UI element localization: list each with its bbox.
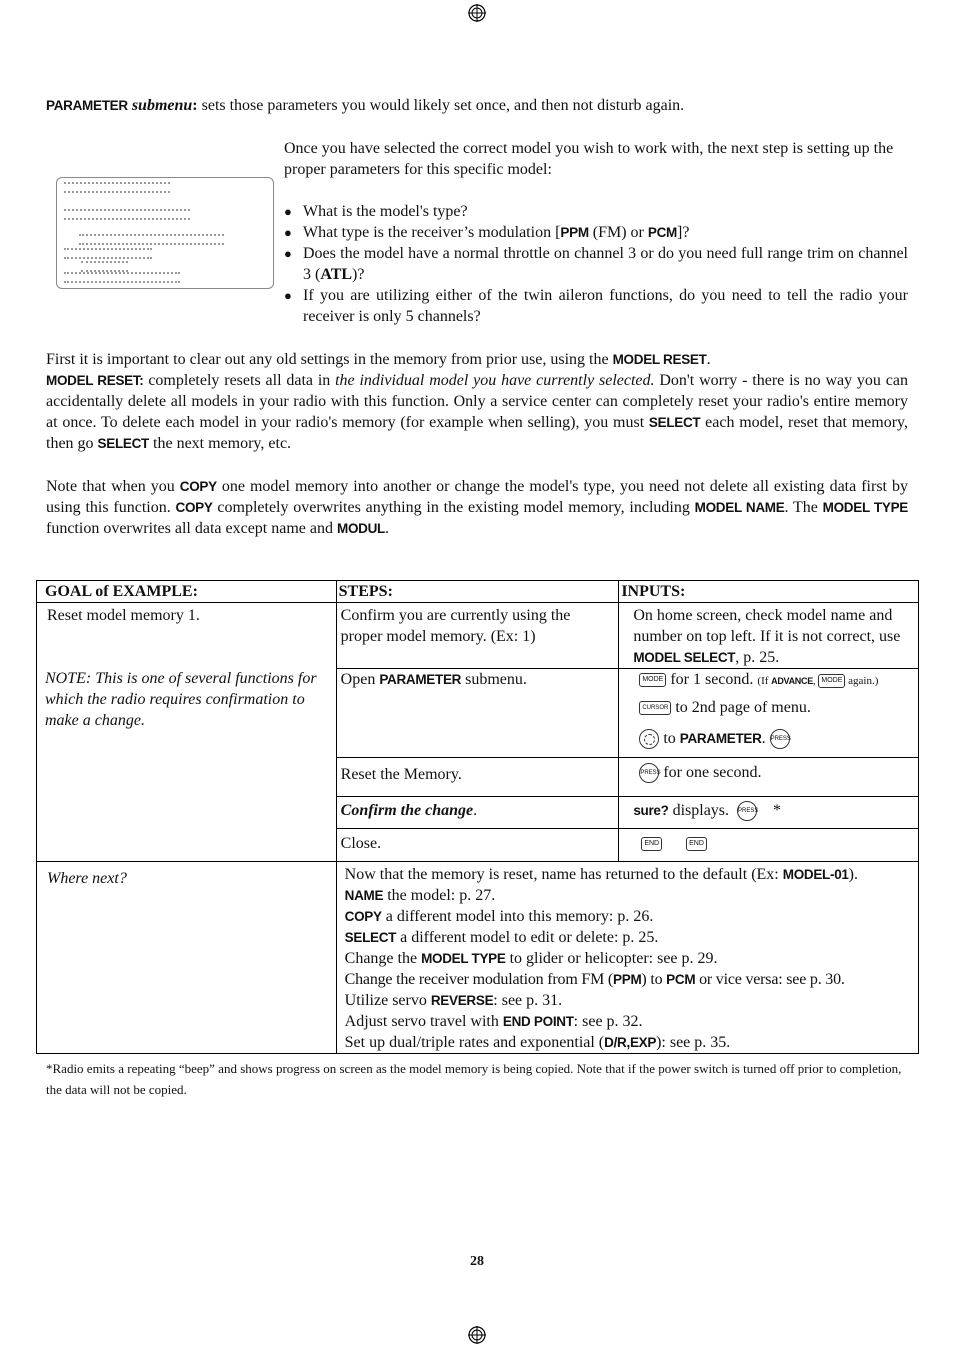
input-close: [619, 829, 919, 862]
scroll-dial-icon: [639, 729, 659, 749]
copy-note-paragraph: Note that when you COPY one model memory into another or change the model's type, you need not delete all existing data first by using this function. COPY completely overwrites anything in the existing model memory, including MODEL NAME. The MODEL TYPE function overwrites all data except name and MODUL.: [46, 478, 909, 537]
model-reset-intro: First it is important to clear out any old settings in the memory from prior use, using the MODEL RESET.: [46, 351, 711, 368]
end-button-icon: END: [686, 837, 707, 851]
mode-button-icon: MODE: [639, 673, 666, 687]
goal-note: NOTE: This is one of several functions for which the radio requires confirmation to make a change.: [45, 670, 317, 729]
table-row: [37, 603, 919, 669]
where-next-list: [336, 862, 918, 1054]
intro-colon: :: [192, 97, 198, 114]
lcd-screen-illustration: [56, 177, 274, 289]
next-item: Change the receiver modulation from FM (PPM) to PCM or vice versa: see p. 30.: [344, 971, 845, 988]
next-item: Change the MODEL TYPE to glider or helicopter: see p. 29.: [344, 950, 718, 967]
header-inputs: INPUTS:: [619, 581, 919, 603]
submenu-keyword: submenu: [131, 97, 193, 114]
step-confirm-memory: Confirm you are currently using the proper model memory. (Ex: 1): [336, 603, 619, 669]
input-check-model: On home screen, check model name and number on top left. If it is not correct, use MODEL SELECT, p. 25.: [619, 603, 919, 669]
step-open-parameter: Open PARAMETER submenu.: [336, 669, 619, 758]
question-item-4: ● If you are utilizing either of the twin aileron functions, do you need to tell the radio your receiver is only 5 channels?: [284, 285, 908, 327]
input-open-parameter: MODE for 1 second. (If ADVANCE, MODE again.) CURSOR to 2nd page of menu. to PARAMETER. PRESS: [619, 669, 919, 758]
table-header-row: [37, 581, 919, 603]
goal-cell: [37, 603, 337, 862]
next-item: Adjust servo travel with END POINT: see p. 32.: [344, 1013, 643, 1030]
step-close: Close.: [336, 829, 619, 862]
next-item: COPY a different model into this memory: p. 26.: [344, 908, 654, 925]
header-steps: STEPS:: [336, 581, 619, 603]
question-item-2: ● What type is the receiver’s modulation [PPM (FM) or PCM]?: [284, 222, 908, 243]
end-button-icon: END: [641, 837, 662, 851]
next-item: Utilize servo REVERSE: see p. 31.: [344, 992, 563, 1009]
example-table: [36, 580, 919, 1054]
table-row: [37, 862, 919, 1054]
model-reset-section: [46, 349, 908, 454]
model-reset-description: MODEL RESET: completely resets all data in the individual model you have currently selected. Don't worry - there is no way you can accidentally delete all models in your radio with this function. Only a service center can completely reset your radio's entire memory at once. To delete each model in your radio's memory (for example when selling), you must SELECT each model, reset that memory, then go SELECT the next memory, etc.: [46, 372, 908, 452]
next-item: SELECT a different model to edit or delete: p. 25.: [344, 929, 659, 946]
next-item: NAME the model: p. 27.: [344, 887, 496, 904]
mode-button-icon: MODE: [818, 674, 845, 688]
intro-second-paragraph: Once you have selected the correct model you wish to work with, the next step is setting up the proper parameters for this specific model:: [284, 140, 894, 178]
step-confirm-change: Confirm the change.: [336, 797, 619, 829]
question-item-1: ● What is the model's type?: [284, 201, 908, 222]
question-item-3: ● Does the model have a normal throttle on channel 3 or do you need full range trim on channel 3 (ATL)?: [284, 243, 908, 285]
goal-text: Reset model memory 1.: [47, 607, 200, 624]
step-reset-memory: Reset the Memory.: [336, 758, 619, 797]
intro-text: sets those parameters you would likely set once, and then not disturb again.: [197, 97, 685, 114]
input-confirm-change: sure? displays. PRESS *: [619, 797, 919, 829]
footnote: *Radio emits a repeating “beep” and shows progress on screen as the model memory is being copied. Note that if the power switch is turned off prior to completion, the data will not be copied.: [46, 1061, 902, 1097]
press-dial-icon: PRESS: [770, 729, 790, 749]
page-number: 28: [470, 1254, 484, 1269]
press-dial-icon: PRESS: [639, 763, 659, 783]
header-goal: GOAL of EXAMPLE:: [37, 581, 337, 603]
next-item: Now that the memory is reset, name has returned to the default (Ex: MODEL-01).: [344, 866, 858, 883]
where-next-label: Where next?: [37, 862, 337, 1054]
press-dial-icon: PRESS: [737, 801, 757, 821]
input-reset-memory: PRESS for one second.: [619, 758, 919, 797]
cursor-down-icon: CURSOR: [639, 701, 671, 715]
intro-paragraph: [46, 95, 908, 116]
next-item: Set up dual/triple rates and exponential (D/R,EXP): see p. 35.: [344, 1034, 731, 1051]
registration-mark-bottom: [467, 1325, 487, 1345]
question-list: [284, 201, 908, 327]
parameter-keyword: PARAMETER: [46, 98, 128, 113]
registration-mark-top: [467, 3, 487, 23]
